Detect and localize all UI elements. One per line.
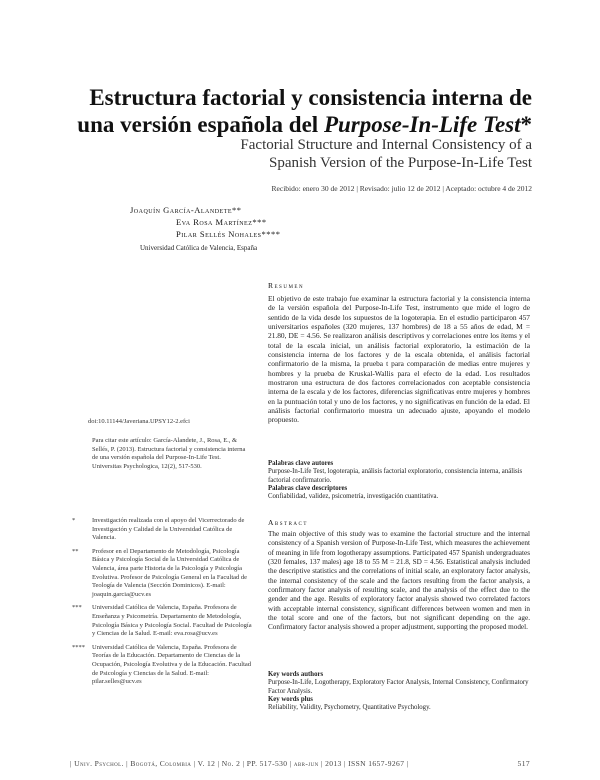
- author-1: Joaquín García-Alandete**: [130, 205, 242, 215]
- footnotes: [62, 517, 254, 692]
- title-line-1: Estructura factorial y consistencia interna de: [89, 85, 532, 110]
- journal-info: | Univ. Psychol. | Bogotá, Colombia | V. 12 | No. 2 | PP. 517-530 | abr-jun | 2013 | ISSN 1657-9267 |: [70, 759, 409, 768]
- resumen-keywords: Palabras clave autores Purpose-In-Life Test, logoterapia, análisis factorial exploratorio, consistencia interna, análisis factorial confirmatorio. Palabras clave descriptores Confiabilidad, validez, psicometría, investigación cuantitativa.: [268, 460, 523, 500]
- footnote: ** Profesor en el Departamento de Metodología, Psicología Básica y Psicología Social de la Universidad Católica de Valencia, área parte Historia de la Psicología y Psicología Evolutiva. Profesor de Psicología General en la Facultad de Teología de Valencia (Sección Dominicos). E-mail: joaquin.garcia@ucv.es: [72, 547, 248, 598]
- resumen-body: El objetivo de este trabajo fue examinar la estructura factorial y la consistencia interna de la versión española del Purpose-In-Life Test, instrumento que mide el logro de sentido de la vida desde los supuestos de la logoterapia. En el estudio participaron 457 universitarios españoles (320 mujeres, 137 hombres) de 18 a 55 años de edad, M = 21.80, DE = 4.56. Se realizaron análisis descriptivos y correlaciones entre los ítems y el total de la escala inicial, un análisis factorial exploratorio, la estimación de la consistencia interna de los factores y de la escala obtenida, el análisis factorial confirmatorio de la misma, la prueba t para comparación de medias entre mujeres y hombres y la prueba de Kruskal-Wallis para el efecto de la edad. Los resultados mostraron una estructura de dos factores correlacionados con aceptable consistencia interna de la escala y de los factores, diferencias significativas entre mujeres y hombres en la puntuación total y uno de los factores, y no significativas en función de la edad. El análisis factorial confirmatorio muestra un adecuado ajuste, apoyando el modelo propuesto.: [268, 294, 530, 425]
- page-number: 517: [517, 759, 530, 768]
- doi: doi:10.11144/Javeriana.UPSY12-2.efci: [88, 418, 190, 425]
- abstract-keywords: Key words authors Purpose-In-Life, Logotherapy, Exploratory Factor Analysis, Internal Consistency, Confirmatory Factor Analysis. Key words plus Reliability, Validity, Psychometry, Quantitative Psychology.: [268, 671, 529, 711]
- article-title: [60, 84, 532, 138]
- author-2: Eva Rosa Martínez***: [176, 217, 267, 227]
- abstract-heading: Abstract: [268, 518, 308, 527]
- footnote: *** Universidad Católica de Valencia, España. Profesora de Enseñanza y Psicometría. Departamento de Metodología, Psicología Básica y Psicología Social. Facultad de Psicología y Ciencias de la Salud. E-mail: eva.rosa@ucv.es: [72, 604, 252, 638]
- affiliation: Universidad Católica de Valencia, España: [140, 244, 258, 252]
- submission-dates: Recibido: enero 30 de 2012 | Revisado: julio 12 de 2012 | Aceptado: octubre 4 de 2012: [271, 184, 532, 193]
- english-title: Factorial Structure and Internal Consistency of a Spanish Version of the Purpose-In-Life Test: [240, 137, 532, 171]
- page-footer: [70, 759, 530, 768]
- footnote: * Investigación realizada con el apoyo del Vicerrectorado de Investigación y Calidad de la Universidad Católica de Valencia.: [72, 517, 245, 542]
- citation: Para citar este artículo: García-Alandete, J., Rosa, E., & Sellés, P. (2013). Estructura factorial y consistencia interna de una versión española del Purpose-In-Life Test. Universitas Psychologica, 12(2), 517-530.: [92, 437, 246, 471]
- footnote: **** Universidad Católica de Valencia, España. Profesora de Teorías de la Educación. Departamento de Ciencias de la Ocupación, Psicología Evolutiva y de la Educación. Facultad de Psicología y Ciencias de la Salud. E-mail: pilar.selles@ucv.es: [72, 643, 252, 686]
- resumen-heading: Resumen: [268, 281, 305, 290]
- title-line-2: una versión española del Purpose-In-Life Test*: [77, 112, 532, 137]
- abstract-body: The main objective of this study was to examine the factorial structure and the internal consistency of a Spanish version of Purpose-In-Life Test, which measures the achievement of meaning in life from logotherapy assumptions. Participated 457 Spanish undergraduates (320 females, 137 males) age 18 to 55 M = 21.8, SD = 4.56. Estatistical analysis included the descriptive statistics and the correlations of initial scale, an exploratory factor analysis, the internal consistency of the scale and the factors resulting from the factor analysis, a confirmatory factor analysis of resulting scale, and the analysis of the effect due to the gender and the age. Results of exploratory factor analysis showed two correlated factors with acceptable internal consistency, significant differences between women and men in the total score and one of the factors, but not significant depending on the age. Confirmatory factor analysis showed a proper adjustment, supporting the proposed model.: [268, 530, 530, 632]
- author-list: [130, 204, 281, 240]
- author-3: Pilar Sellés Nohales****: [176, 229, 281, 239]
